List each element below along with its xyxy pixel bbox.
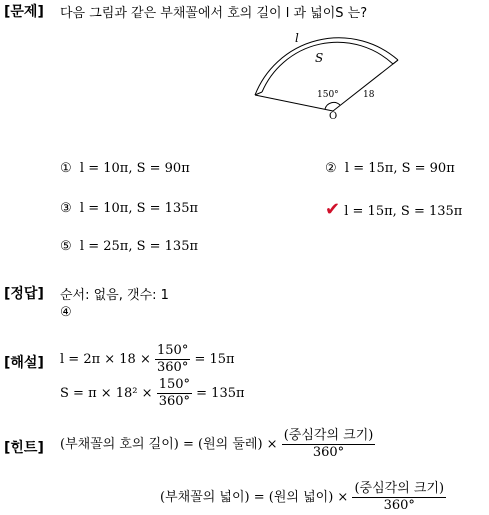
option-1[interactable] [60, 161, 190, 176]
answer-line: 순서: 없음, 갯수: 1 [60, 288, 169, 303]
option-3-number: ③ [60, 201, 72, 216]
option-1-number: ① [60, 161, 72, 176]
option-1-text: l = 10π, S = 90π [79, 161, 190, 176]
check-icon: ✔ [325, 199, 341, 220]
label-angle: 150° [317, 90, 339, 100]
sector-outer-arc [255, 38, 398, 95]
option-2[interactable] [325, 161, 455, 176]
option-5-number: ⑤ [60, 239, 72, 254]
hint-tag: [힌트] [4, 440, 44, 456]
explanation-s-formula: S = π × 18² × $\frac{150^\circ}{360^\circ}$ = 135π [60, 377, 245, 409]
option-3-text: l = 10π, S = 135π [79, 201, 199, 216]
angle-mark [325, 102, 340, 109]
option-4[interactable] [325, 199, 462, 220]
question-text: 다음 그림과 같은 부채꼴에서 호의 길이 l 과 넓이S 는? [60, 6, 368, 21]
hint-area-formula: (부채꼴의 넓이) = (원의 넓이) × $\frac{\text{(중심각의 크기)}}{360^\circ}$ [160, 481, 445, 513]
option-2-number: ② [325, 161, 337, 176]
sector-figure [245, 20, 415, 120]
label-l: l [295, 31, 299, 45]
label-radius: 18 [363, 90, 375, 100]
answer-tag: [정답] [4, 286, 44, 302]
problem-tag: [문제] [4, 4, 44, 20]
option-5[interactable] [60, 239, 198, 254]
explanation-tag: [해설] [4, 355, 44, 371]
option-2-text: l = 15π, S = 90π [344, 161, 455, 176]
option-5-text: l = 25π, S = 135π [79, 239, 199, 254]
sector-inner-arc [262, 42, 393, 92]
hint-arc-formula: (부채꼴의 호의 길이) = (원의 둘레) × $\frac{\text{(중심각의 크기)}}{360^\circ}$ [60, 428, 374, 460]
option-4-text: l = 15π, S = 135π [344, 204, 463, 219]
label-S: S [315, 51, 324, 65]
answer-value: ④ [60, 305, 72, 320]
explanation-l-formula: l = 2π × 18 × $\frac{150^\circ}{360^\circ}$ = 15π [60, 343, 235, 375]
sector-right-radius [333, 60, 398, 111]
label-center: O [329, 111, 338, 120]
option-3[interactable] [60, 201, 198, 216]
